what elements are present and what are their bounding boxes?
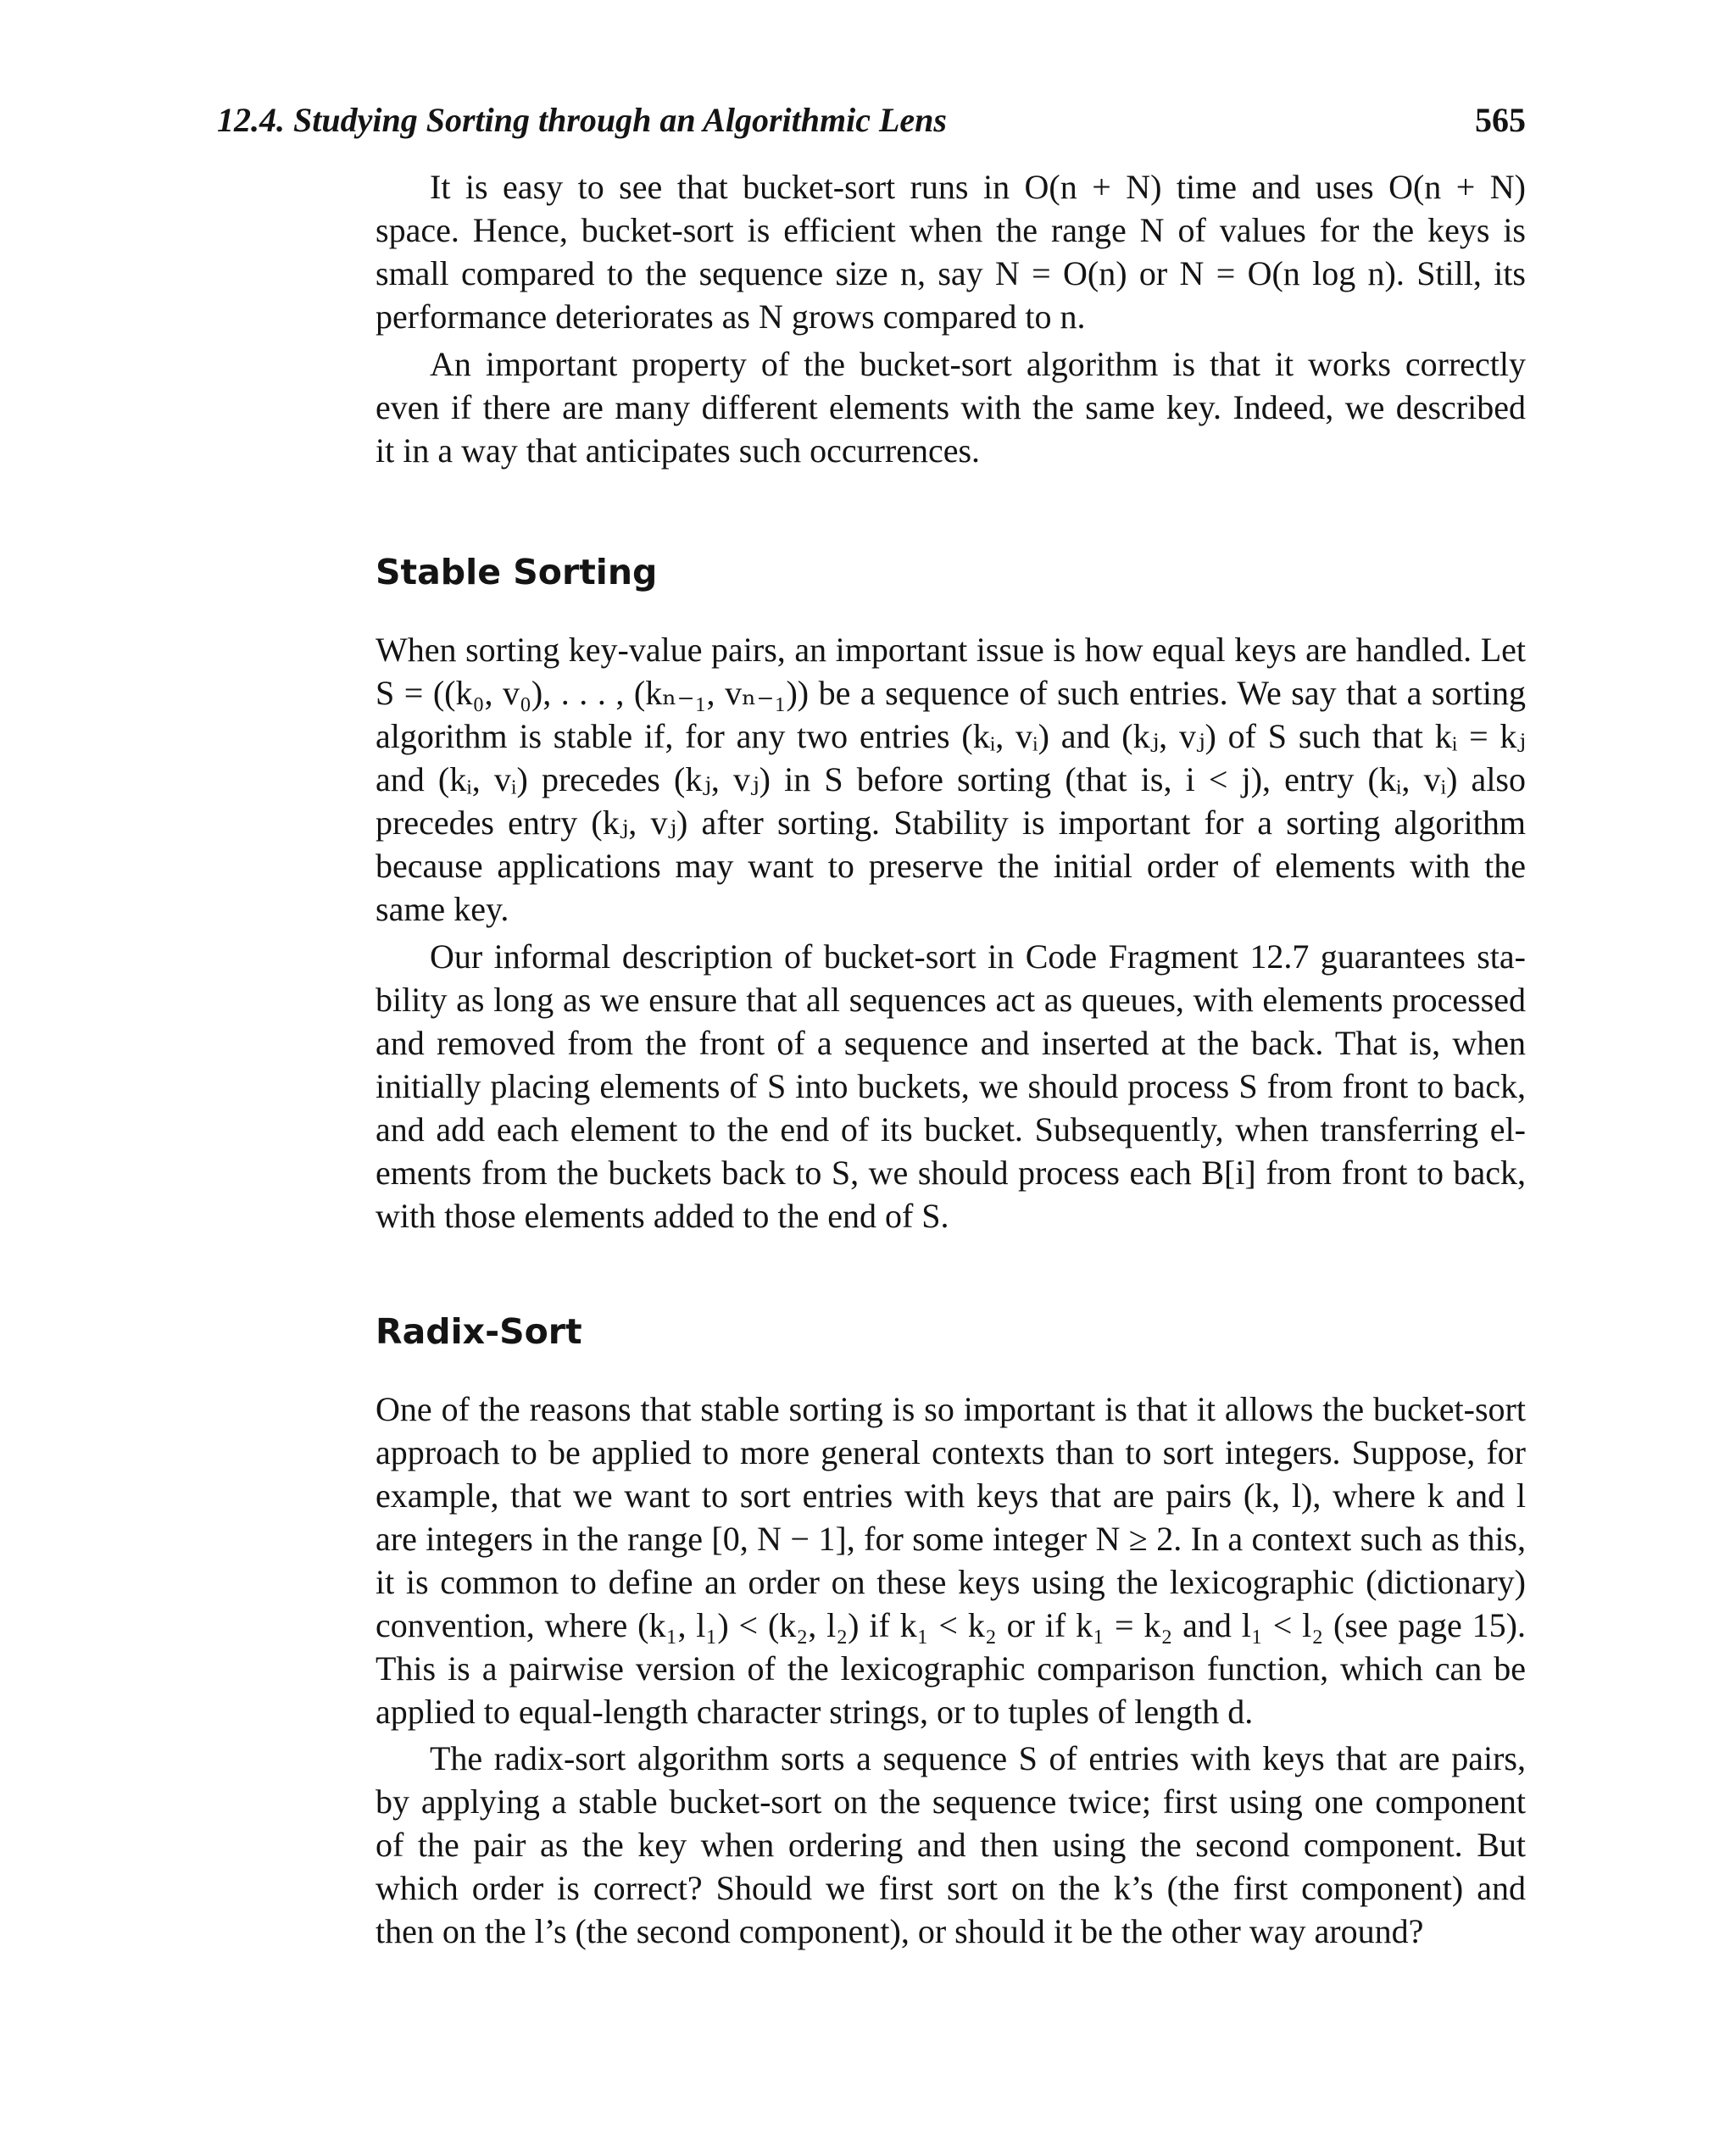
stable-sorting-paragraph-2 [376,935,1526,1237]
text-line: The radix-sort algorithm sorts a sequence S of entries with keys that are pairs, [430,1739,1526,1777]
text-line: space. Hence, bucket-sort is efficient when the range N of values for the keys is [376,211,1526,249]
text-line: same key. [376,890,509,928]
text-line: approach to be applied to more general contexts than to sort integers. Suppose, for [376,1433,1526,1471]
intro-paragraph-1 [376,165,1526,338]
text-line: by applying a stable bucket-sort on the sequence twice; first using one component [376,1782,1526,1821]
text-line: algorithm is stable if, for any two entries (kᵢ, vᵢ) and (kⱼ, vⱼ) of S such that kᵢ = kⱼ [376,717,1526,755]
text-line: and removed from the front of a sequence and inserted at the back. That is, when [376,1024,1526,1062]
radix-sort-paragraph-2 [376,1737,1526,1953]
text-line: of the pair as the key when ordering and then using the second component. But [376,1826,1526,1864]
text-line: It is easy to see that bucket-sort runs in O(n + N) time and uses O(n + N) [430,168,1526,206]
text-line: and add each element to the end of its bucket. Subsequently, when transferring el- [376,1110,1526,1148]
chapter-title: 12.4. Studying Sorting through an Algorithmic Lens [217,101,947,139]
text-line: and (kᵢ, vᵢ) precedes (kⱼ, vⱼ) in S before sorting (that is, i < j), entry (kᵢ, vᵢ) also [376,760,1526,798]
text-line: even if there are many different elements with the same key. Indeed, we described [376,388,1526,426]
text-line: convention, where (k₁, l₁) < (k₂, l₂) if k₁ < k₂ or if k₁ = k₂ and l₁ < l₂ (see page 15). [376,1606,1526,1644]
intro-paragraph-2 [376,342,1526,472]
text-line: When sorting key-value pairs, an important issue is how equal keys are handled. Let [376,631,1526,669]
text-line: it in a way that anticipates such occurrences. [376,431,981,470]
text-line: with those elements added to the end of S. [376,1197,949,1235]
text-line: applied to equal-length character strings, or to tuples of length d. [376,1693,1254,1731]
running-head [217,95,1526,146]
text-line: precedes entry (kⱼ, vⱼ) after sorting. Stability is important for a sorting algorithm [376,804,1526,842]
section-heading-radix-sort: Radix-Sort [376,1311,582,1352]
text-line: because applications may want to preserve the initial order of elements with the [376,847,1526,885]
text-line: This is a pairwise version of the lexicographic comparison function, which can be [376,1649,1526,1688]
text-line: are integers in the range [0, N − 1], for some integer N ≥ 2. In a context such as this, [376,1520,1526,1558]
text-line: it is common to define an order on these keys using the lexicographic (dictionary) [376,1563,1526,1601]
radix-sort-paragraph-1 [376,1387,1526,1733]
text-line: then on the l’s (the second component), or should it be the other way around? [376,1912,1424,1950]
text-line: small compared to the sequence size n, say N = O(n) or N = O(n log n). Still, its [376,254,1526,292]
text-line: An important property of the bucket-sort algorithm is that it works correctly [430,345,1526,383]
text-line: initially placing elements of S into buckets, we should process S from front to back, [376,1067,1526,1105]
page-number: 565 [1475,101,1526,139]
text-line: One of the reasons that stable sorting is so important is that it allows the bucket-sort [376,1390,1526,1428]
text-line: which order is correct? Should we first sort on the k’s (the first component) and [376,1869,1526,1907]
text-line: ements from the buckets back to S, we should process each B[i] from front to back, [376,1154,1526,1192]
text-line: Our informal description of bucket-sort in Code Fragment 12.7 guarantees sta- [430,937,1526,976]
text-line: S = ((k₀, v₀), . . . , (kₙ₋₁, vₙ₋₁)) be a sequence of such entries. We say that a sorting [376,674,1526,712]
stable-sorting-paragraph-1 [376,628,1526,931]
text-line: performance deteriorates as N grows compared to n. [376,298,1086,336]
text-line: example, that we want to sort entries with keys that are pairs (k, l), where k and l [376,1476,1526,1515]
text-line: bility as long as we ensure that all sequences act as queues, with elements processed [376,981,1526,1019]
section-heading-stable-sorting: Stable Sorting [376,552,658,592]
